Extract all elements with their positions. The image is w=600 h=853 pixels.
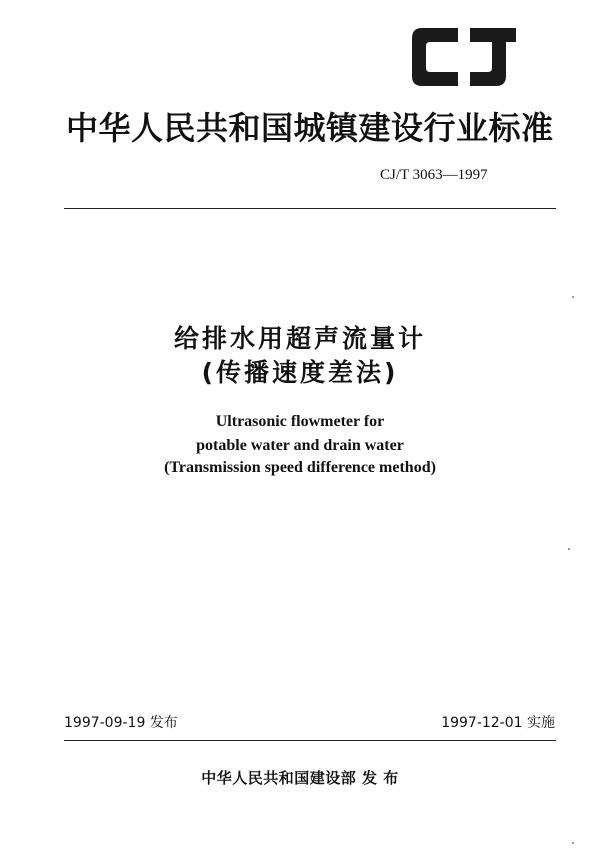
chinese-title-line-1: 给排水用超声流量计 [173,324,426,353]
issue-date: 1997-09-19 发布 [64,715,178,731]
cj-logo [412,28,518,86]
english-title-line-1: Ultrasonic flowmeter for [215,413,385,430]
publisher: 中华人民共和国建设部 发 布 [201,769,399,787]
cj-logo-j [470,28,516,86]
standard-category-title: 中华人民共和国城镇建设行业标准 [66,109,554,147]
standard-number: CJ/T 3063—1997 [380,167,488,183]
scan-speck [572,296,574,298]
scan-speck [568,548,570,550]
scan-speck [572,842,574,844]
english-title-line-2: potable water and drain water [196,437,404,454]
english-title-line-3: (Transmission speed difference method) [164,459,436,476]
chinese-title-line-2: (传播速度差法) [201,358,399,387]
cj-logo-c [412,28,458,86]
top-divider [64,208,556,209]
bottom-divider [64,740,556,741]
effective-date: 1997-12-01 实施 [441,715,555,731]
